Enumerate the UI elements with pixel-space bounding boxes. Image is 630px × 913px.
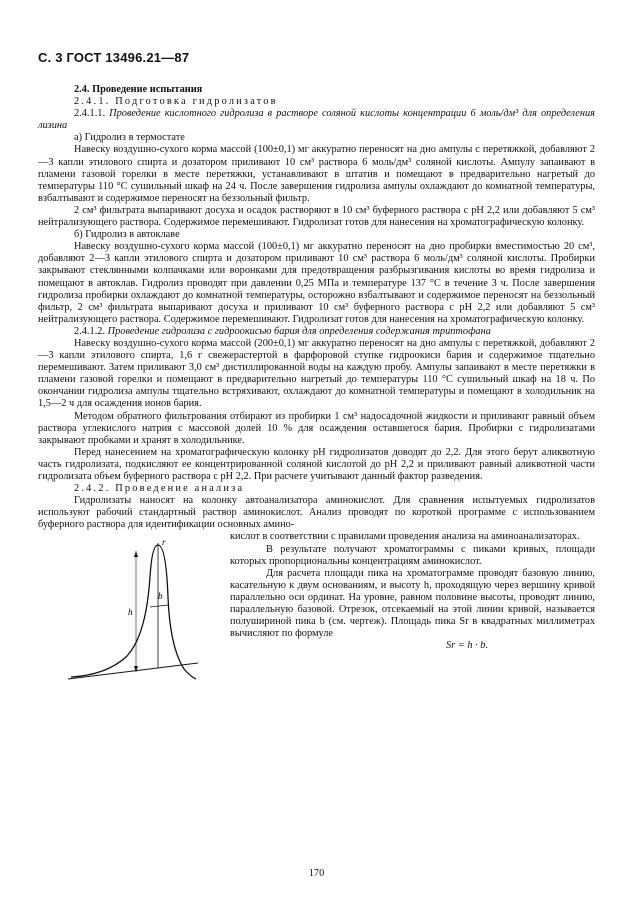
page-header: С. 3 ГОСТ 13496.21—87	[38, 50, 190, 65]
paragraph-peak-area: Для расчета площади пика на хроматограмме проводят базовую линию, касательную к двум основаниям, и высоту h, проходящую через вершину кривой параллельно оси ординат. На уровне, равном половине высоты, проводят линию, параллельную базовой. Отрезок, отсекаемый на этой линии кривой, называется полушириной пика b (см. чертеж). Площадь пика Sr в квадратных миллиметрах вычисляют по формуле	[230, 567, 595, 640]
document-body	[38, 84, 595, 701]
section-number: 2.4.1.1.	[74, 108, 106, 120]
figure-and-text	[38, 531, 595, 701]
paragraph-barium-hydrolysis: Навеску воздушно-сухого корма массой (200±0,1) мг аккуратно переносят на дно ампулы с перетяжкой, добавляют 2—3 капли этилового спирта, 1,6 г свежерастертой в фарфоровой ступке гидроокиси бария и содержимое тщательно перемешивают. Затем приливают 3,0 см³ дистиллированной воды на каждую пробу. Ампулы запаивают в месте перетяжки в пламени газовой горелки и помещают в предварительно нагретый до температуры 110 °С сушильный шкаф на 18 ч. По окончании гидролиза ампулы тщательно встряхивают, охлаждают до комнатной температуры и помещают в холодильник на 1,5—2 ч для осаждения ионов бария.	[38, 337, 595, 410]
h-arrow-top	[134, 551, 138, 557]
section-number: 2.4.1.2.	[74, 325, 106, 337]
subsection-b-label: б) Гидролиз в автоклаве	[74, 229, 180, 241]
section-title: Проведение кислотного гидролиза в растворе соляной кислоты концентрации 6 моль/дм³ для определения лизина	[38, 108, 595, 132]
paragraph-reverse-filtration: Методом обратного фильтрования отбирают из пробирки 1 см³ надосадочной жидкости и приливают равный объем раствора углекислого натрия с массовой долей 10 % для осаждения оставшегося бария. Пробирки с гидролизатами закрывают пробками и хранят в холодильнике.	[38, 410, 595, 446]
section-2-4-1-2-heading	[38, 326, 595, 338]
paragraph-chromatograms: В результате получают хроматограммы с пиками кривых, площади которых пропорциональны концентрациям аминокислот.	[230, 543, 595, 567]
formula: Sr = h · b.	[446, 640, 489, 652]
section-2-4-1-heading: 2.4.1. Подготовка гидролизатов	[74, 96, 278, 108]
label-r: r	[162, 537, 166, 548]
section-2-4-heading: 2.4. Проведение испытания	[74, 84, 203, 95]
page-number: 170	[308, 868, 325, 879]
right-column-text	[230, 531, 595, 652]
label-b: b	[158, 591, 163, 602]
chromatogram-peak-figure	[66, 537, 201, 687]
paragraph-ph-adjustment: Перед нанесением на хроматографическую колонку рН гидролизатов доводят до 2,2. Для этого берут аликвотную часть гидролизата, подкисляют ее концентрированной соляной кислотой до рН 2,2 и приливают равный аликвотной части гидролизата объем буферного раствора с рН 2,2. При расчете учитывают данный фактор разведения.	[38, 446, 595, 482]
baseline	[68, 663, 198, 679]
paragraph-filtrate: 2 см³ фильтрата выпаривают досуха и осадок растворяют в 10 см³ буферного раствора с рН 2,2 или добавляют 5 см³ нейтрализующего раствора. Содержимое перемешивают. Гидролизат готов для нанесения на хроматографическую колонку.	[38, 204, 595, 229]
paragraph-analysis: Гидролизаты наносят на колонку автоанализатора аминокислот. Для сравнения испытуемых гидролизатов используют рабочий стандартный раствор аминокислот. Анализ проводят по короткой программе с использованием буферного раствора для идентификации основных амино-	[38, 495, 595, 531]
section-2-4-2-heading: 2.4.2. Проведение анализа	[74, 483, 245, 495]
paragraph-analysis-continued: кислот в соответствии с правилами проведения анализа на аминоанализаторах.	[230, 531, 580, 543]
document-page	[38, 0, 595, 913]
paragraph-thermostat: Навеску воздушно-сухого корма массой (100±0,1) мг аккуратно переносят на дно ампулы с перетяжкой, добавляют 2—3 капли этилового спирта и дозатором приливают 10 см³ раствора 6 моль/дм³ соляной кислоты. Ампулу запаивают в пламени газовой горелки в месте перетяжки, устанавливают в штатив и помещают в предварительно нагретый до температуры 110 °С сушильный шкаф на 24 ч. После завершения гидролиза ампулы охлаждают до комнатной температуры, взбалтывают и содержимое переносят на беззольный фильтр.	[38, 144, 595, 204]
peak-curve	[71, 545, 196, 679]
section-title: Проведение гидролиза с гидроокисью бария для определения содержания триптофана	[107, 325, 491, 337]
half-width-line	[150, 605, 168, 607]
label-h: h	[128, 607, 133, 618]
section-2-4-1-1-heading	[38, 108, 595, 132]
paragraph-autoclave: Навеску воздушно-сухого корма массой (100±0,1) мг аккуратно переносят на дно пробирки вместимостью 20 см³, добавляют 2—3 капли этилового спирта и дозатором приливают 10 см³ раствора 6 моль/дм³ соляной кислоты. Пробирки закрывают стеклянными колпачками или воронками для предотвращения разбрызгивания кислоты во время гидролиза и помещают в автоклав. Гидролиз проводят при давлении 0,25 МПа и температуре 137 °С в течение 3 ч. После завершения гидролиза пробирки охлаждают до комнатной температуры, осторожно взбалтывают и содержимое переносят на беззольный фильтр, 2 см³ фильтрата выпаривают досуха и приливают 10 см³ буферного раствора с рН 2,2 или добавляют 5 см³ нейтрализующего раствора. Содержимое перемешивают. Гидролизат готов для нанесения на хроматографическую колонку.	[38, 241, 595, 325]
subsection-a-label: а) Гидролиз в термостате	[74, 132, 185, 144]
